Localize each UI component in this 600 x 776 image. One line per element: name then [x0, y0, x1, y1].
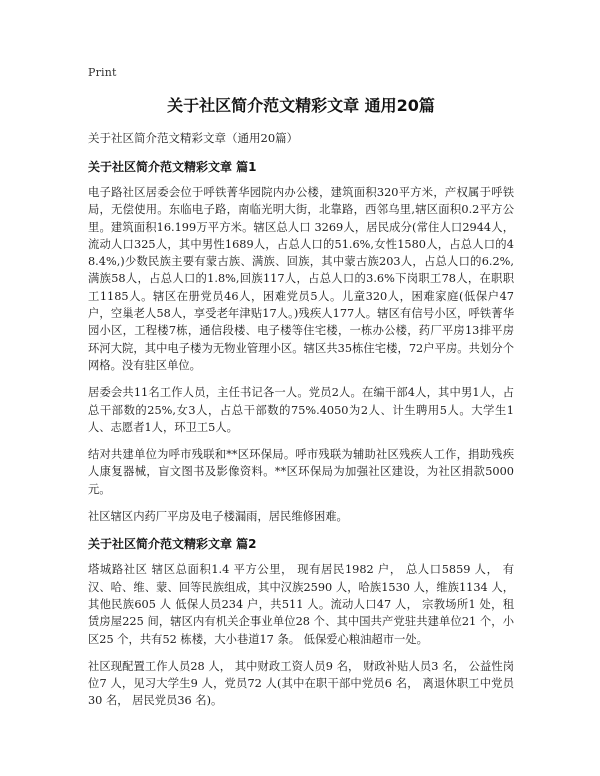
paragraph: 居委会共11名工作人员，主任书记各一人。党员2人。在编干部4人，其中男1人，占总干部数的25%,女3人，占总干部数的75%.4050为2人、计生聘用5人。大学生1人、志愿者1人，环卫工5人。 — [88, 386, 514, 434]
print-label: Print — [88, 66, 117, 79]
section-heading-1: 关于社区简介范文精彩文章 篇1 — [88, 160, 257, 174]
paragraph: 结对共建单位为呼市残联和**区环保局。呼市残联为辅助社区残疾人工作，捐助残疾人康复器械，盲文图书及影像资料。**区环保局为加强社区建设，为社区捐款5000元。 — [88, 448, 514, 496]
document-subtitle: 关于社区简介范文精彩文章（通用20篇） — [88, 131, 299, 145]
document-title: 关于社区简介范文精彩文章 通用20篇 — [167, 96, 435, 115]
paragraph: 社区辖区内药厂平房及电子楼漏雨，居民维修困难。 — [88, 510, 348, 524]
paragraph: 社区现配置工作人员28 人， 其中财政工资人员9 名， 财政补贴人员3 名， 公益性岗位7 人，见习大学生9 人，党员72 人(其中在职干部中党员6 名， 离退休职工中党员30 名， 居民党员36 名)。 — [88, 659, 514, 708]
paragraph: 电子路社区居委会位于呼铁菁华园院内办公楼，建筑面积320平方米，产权属于呼铁局，无偿使用。东临电子路，南临光明大街，北靠路，西邻乌里,辖区面积0.2平方公里。建筑面积16.199万平方米。辖区总人口 3269人，居民成分(常住人口2944人，流动人口325人，其中男性1689人，占总人口的51.6%,女性1580人，占总人口的48.4%,)少数民族主要有蒙古族、满族、回族，其中蒙古族203人，占总人口的6.2%,满族58人，占总人口的1.8%,回族117人，占总人口的3.6%下岗职工78人，在职职工1185人。辖区在册党员46人，困难党员5人。儿童320人，困难家庭(低保户47户，空巢老人58人，享受老年津贴17人。)残疾人177人。辖区有信号小区，呼铁菁华园小区，工程楼7栋，通信段楼、电子楼等住宅楼，一栋办公楼，药厂平房13排平房环河大院，其中电子楼为无物业管理小区。辖区共35栋住宅楼，72户平房。共划分个网格。没有驻区单位。 — [88, 186, 514, 372]
paragraph: 塔城路社区 辖区总面积1.4 平方公里， 现有居民1982 户， 总人口5859 人， 有汉、哈、维、蒙、回等民族组成，其中汉族2590 人，哈族1530 人，维族1134 人，其他民族605 人 低保人员234 户，共511 人。流动人口47 人， 宗教场所1 处，租赁房屋225 间，辖区内有机关企事业单位28 个、其中国共产党驻共建单位21 个，小区25 个，共有52 栋楼，大小巷道17 条。 低保爱心粮油超市一处。 — [88, 563, 514, 646]
section-heading-2: 关于社区简介范文精彩文章 篇2 — [88, 537, 257, 552]
